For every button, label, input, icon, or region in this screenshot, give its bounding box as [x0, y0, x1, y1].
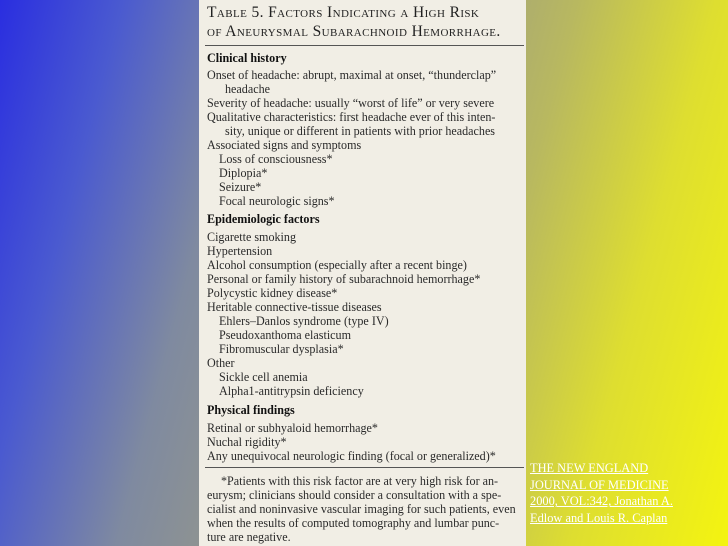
table-row: sity, unique or different in patients with prior headaches: [225, 124, 496, 138]
table-row: Personal or family history of subarachnoid hemorrhage*: [207, 272, 481, 286]
table-row: Onset of headache: abrupt, maximal at onset, “thunderclap”: [207, 68, 497, 82]
table-row: Heritable connective-tissue diseases: [207, 300, 382, 314]
citation-line: 2000, VOL:342, Jonathan A.: [530, 494, 673, 509]
table-row: Cigarette smoking: [207, 230, 297, 244]
footnote-line: cialist and noninvasive vascular imaging for such patients, even: [207, 502, 516, 516]
table-row: Ehlers–Danlos syndrome (type IV): [219, 314, 389, 328]
table-row: Retinal or subhyaloid hemorrhage*: [207, 421, 378, 435]
table-row: Pseudoxanthoma elasticum: [219, 328, 351, 342]
footnote-line: eurysm; clinicians should consider a consultation with a spe-: [207, 488, 502, 502]
table-title-line-1: Table 5. Factors Indicating a High Risk: [207, 4, 480, 21]
table-row: Alcohol consumption (especially after a recent binge): [207, 258, 467, 272]
citation-line: Edlow and Louis R. Caplan: [530, 511, 668, 526]
citation-line: JOURNAL OF MEDICINE: [530, 477, 669, 492]
footnote-line: ture are negative.: [207, 530, 291, 544]
citation-link[interactable]: [530, 460, 726, 527]
table-row: Diplopia*: [219, 166, 268, 180]
footnote-line: when the results of computed tomography and lumbar punc-: [207, 516, 500, 530]
table-row: Other: [207, 356, 235, 370]
table-panel: [199, 0, 526, 546]
table-row: Associated signs and symptoms: [207, 138, 362, 152]
table-row: Qualitative characteristics: first headache ever of this inten-: [207, 110, 496, 124]
table-row: Any unequivocal neurologic finding (focal or generalized)*: [207, 449, 496, 463]
table-row: Focal neurologic signs*: [219, 194, 335, 208]
table-row: Seizure*: [219, 180, 262, 194]
title-rule: [205, 45, 524, 46]
table-row: Sickle cell anemia: [219, 370, 308, 384]
section-physical-findings: Physical findings: [207, 403, 295, 417]
table-row: Hypertension: [207, 244, 273, 258]
section-clinical-history: Clinical history: [207, 51, 287, 65]
table-row: Loss of consciousness*: [219, 152, 333, 166]
table-title-line-2: of Aneurysmal Subarachnoid Hemorrhage.: [207, 23, 501, 40]
table-row: Nuchal rigidity*: [207, 435, 287, 449]
table-row: Fibromuscular dysplasia*: [219, 342, 344, 356]
footnote-rule: [205, 467, 524, 468]
table-row: headache: [225, 82, 270, 96]
section-epidemiologic-factors: Epidemiologic factors: [207, 212, 320, 226]
table-row: Alpha1-antitrypsin deficiency: [219, 384, 364, 398]
table-row: Severity of headache: usually “worst of life” or very severe: [207, 96, 495, 110]
citation-line: THE NEW ENGLAND: [530, 461, 649, 475]
footnote-line: *Patients with this risk factor are at very high risk for an-: [221, 474, 499, 488]
table-row: Polycystic kidney disease*: [207, 286, 338, 300]
